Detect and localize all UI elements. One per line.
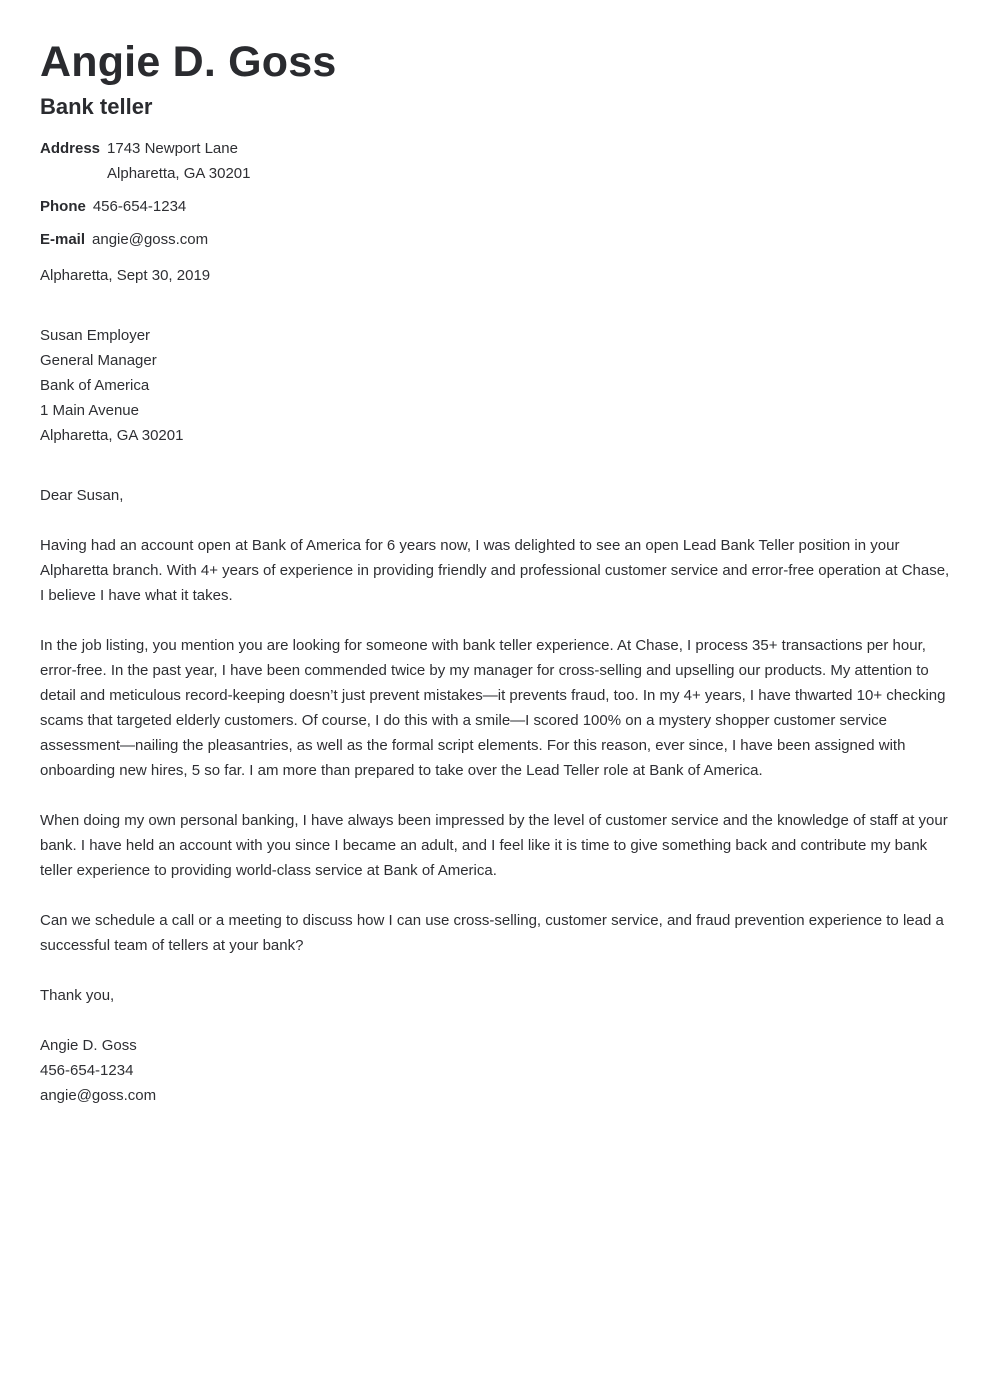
letter-date: Alpharetta, Sept 30, 2019 <box>40 267 211 284</box>
signature-name: Angie D. Goss <box>40 1037 137 1054</box>
address-line-1: 1743 Newport Lane <box>107 140 238 157</box>
address-label: Address <box>40 140 101 157</box>
phone-label: Phone <box>40 198 86 215</box>
signature-email: angie@goss.com <box>40 1087 157 1104</box>
recipient-city: Alpharetta, GA 30201 <box>40 427 184 444</box>
contact-address-row <box>40 136 950 186</box>
recipient-company: Bank of America <box>40 377 150 394</box>
applicant-job-title: Bank teller <box>40 94 153 119</box>
email-label: E-mail <box>40 231 86 248</box>
salutation: Dear Susan, <box>40 487 124 504</box>
address-line-2: Alpharetta, GA 30201 <box>107 165 251 182</box>
closing: Thank you, <box>40 987 115 1004</box>
body-paragraph-3: When doing my own personal banking, I have always been impressed by the level of customer service and the knowledge of staff at your bank. I have held an account with you since I became an adult, and I feel like it is time to give something back and contribute my bank teller experience to providing world-class service at Bank of America. <box>40 812 948 879</box>
body-paragraph-2: In the job listing, you mention you are looking for someone with bank teller experience. At Chase, I process 35+ transactions per hour, error-free. In the past year, I have been commended twice by my manager for cross-selling and upselling our products. My attention to detail and meticulous record-keeping doesn’t just prevent mistakes—it prevents fraud, too. In my 4+ years, I have thwarted 10+ checking scams that targeted elderly customers. Of course, I do this with a smile—I scored 100% on a mystery shopper customer service assessment—nailing the pleasantries, as well as the formal script elements. For this reason, ever since, I have been assigned with onboarding new hires, 5 so far. I am more than prepared to take over the Lead Teller role at Bank of America. <box>40 637 946 779</box>
signature-phone: 456-654-1234 <box>40 1062 134 1079</box>
body-paragraph-1: Having had an account open at Bank of America for 6 years now, I was delighted to see an open Lead Bank Teller position in your Alpharetta branch. With 4+ years of experience in providing friendly and professional customer service and error-free operation at Chase, I believe I have what it takes. <box>40 537 950 604</box>
body-paragraph-4: Can we schedule a call or a meeting to discuss how I can use cross-selling, customer service, and fraud prevention experience to lead a successful team of tellers at your bank? <box>40 912 944 954</box>
email-value: angie@goss.com <box>92 231 209 248</box>
contact-phone-row <box>40 194 950 219</box>
phone-value: 456-654-1234 <box>92 198 187 215</box>
recipient-street: 1 Main Avenue <box>40 402 139 419</box>
recipient-block <box>40 323 950 448</box>
applicant-name: Angie D. Goss <box>40 38 337 86</box>
signature-block <box>40 1033 950 1108</box>
recipient-name: Susan Employer <box>40 327 151 344</box>
address-value <box>107 136 250 186</box>
contact-email-row <box>40 227 950 252</box>
contact-block <box>40 136 950 252</box>
recipient-title: General Manager <box>40 352 157 369</box>
